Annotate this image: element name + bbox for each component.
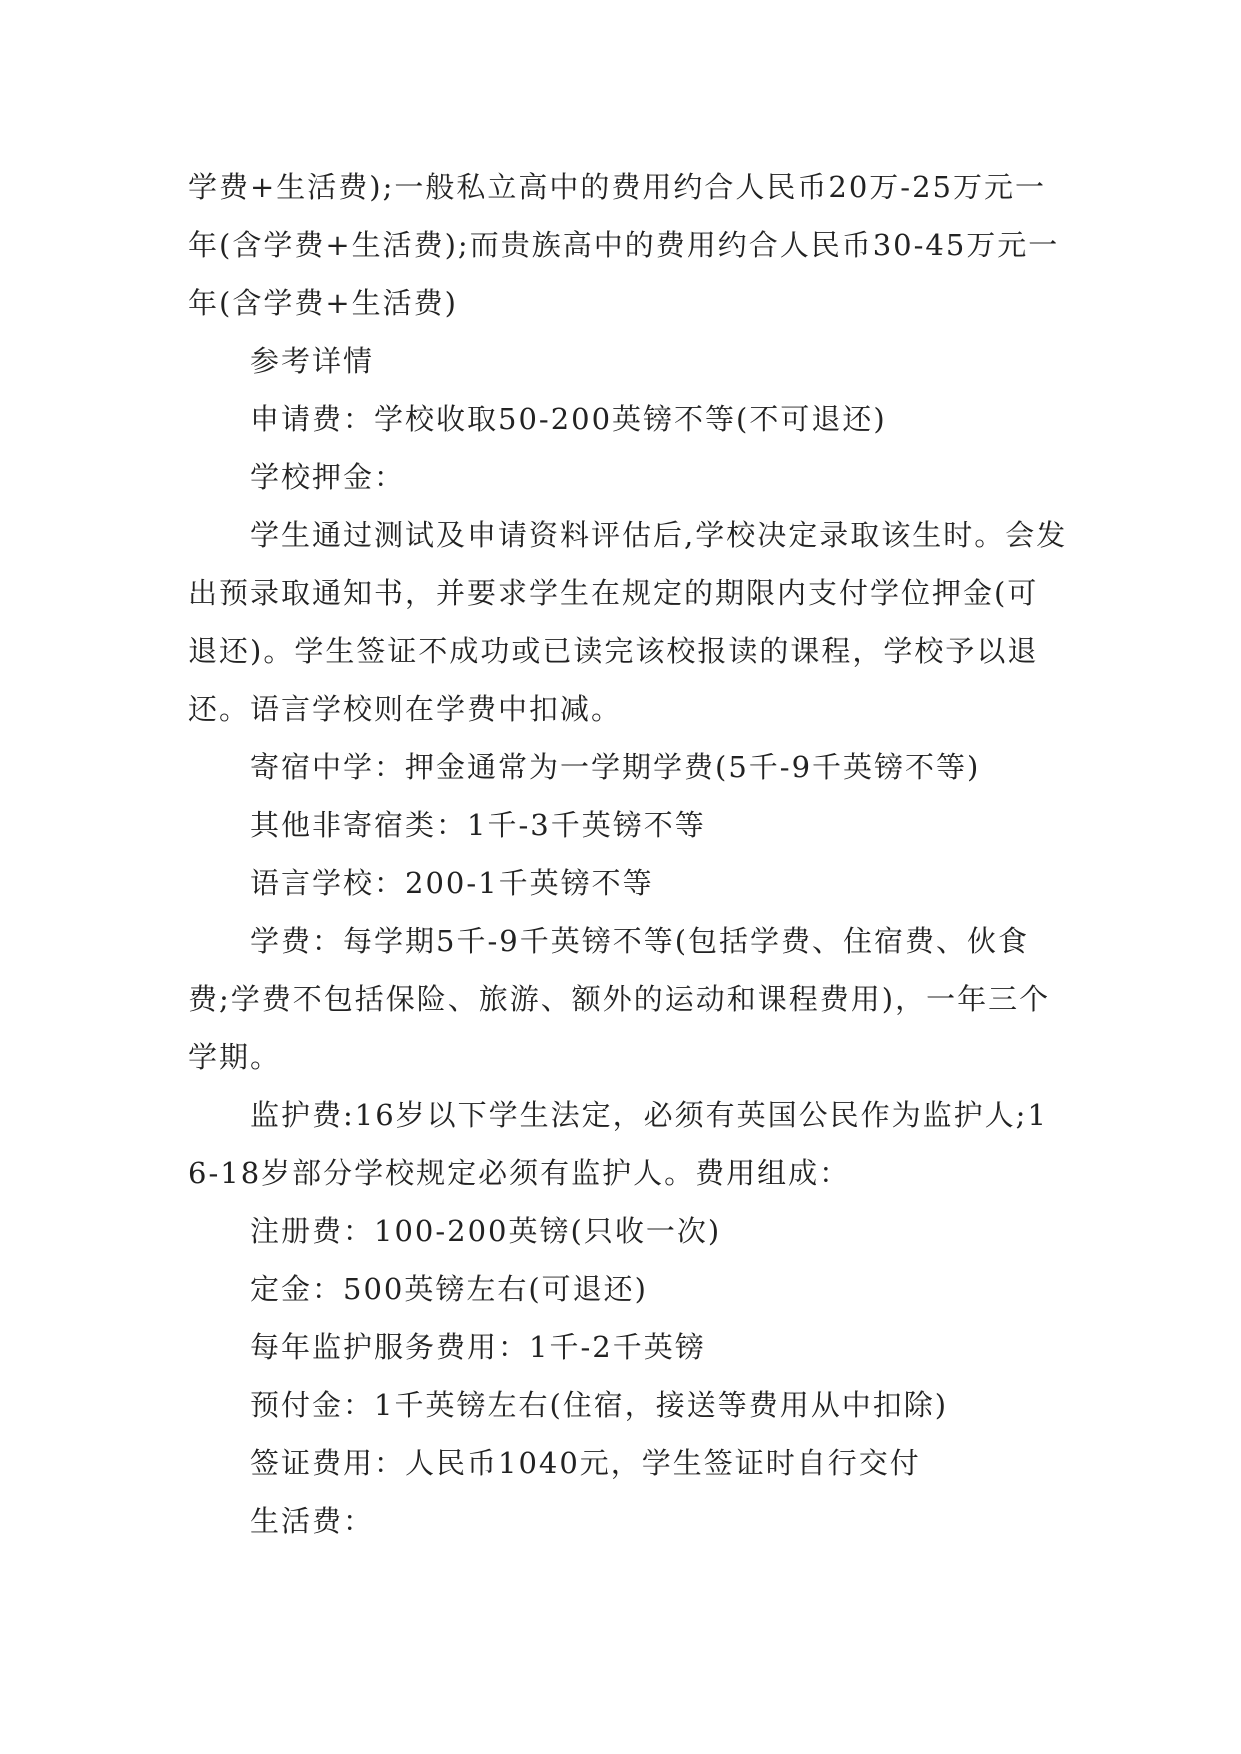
paragraph-guardian-fee: 监护费:16岁以下学生法定，必须有英国公民作为监护人;16-18岁部分学校规定必须有监护人。费用组成： — [188, 1098, 1048, 1190]
paragraph-deposit-details: 学生通过测试及申请资料评估后,学校决定录取该生时。会发出预录取通知书，并要求学生在规定的期限内支付学位押金(可退还)。学生签证不成功或已读完该校报读的课程，学校予以退还。语言学校则在学费中扣减。 — [188, 518, 1068, 726]
paragraph-boarding-school: 寄宿中学：押金通常为一学期学费(5千-9千英镑不等) — [250, 750, 981, 784]
paragraph-language-school: 语言学校：200-1千英镑不等 — [250, 866, 654, 900]
paragraph-reference-details: 参考详情 — [250, 344, 375, 378]
paragraph-school-deposit-heading: 学校押金： — [250, 460, 406, 494]
paragraph-non-boarding: 其他非寄宿类：1千-3千英镑不等 — [250, 808, 706, 842]
paragraph-visa-fee: 签证费用：人民币1040元，学生签证时自行交付 — [250, 1446, 921, 1480]
paragraph-deposit: 定金：500英镑左右(可退还) — [250, 1272, 648, 1306]
paragraph-application-fee: 申请费：学校收取50-200英镑不等(不可退还) — [250, 402, 887, 436]
paragraph-living-expenses: 生活费： — [250, 1504, 375, 1538]
paragraph-annual-guardian-service: 每年监护服务费用：1千-2千英镑 — [250, 1330, 706, 1364]
paragraph-tuition: 学费：每学期5千-9千英镑不等(包括学费、住宿费、伙食费;学费不包括保险、旅游、额外的运动和课程费用)，一年三个学期。 — [188, 924, 1051, 1074]
paragraph-registration-fee: 注册费：100-200英镑(只收一次) — [250, 1214, 722, 1248]
document-body — [188, 158, 1068, 1550]
paragraph-fees-summary: 学费+生活费);一般私立高中的费用约合人民币20万-25万元一年(含学费+生活费);而贵族高中的费用约合人民币30-45万元一年(含学费+生活费) — [188, 170, 1060, 320]
paragraph-prepayment: 预付金：1千英镑左右(住宿，接送等费用从中扣除) — [250, 1388, 949, 1422]
